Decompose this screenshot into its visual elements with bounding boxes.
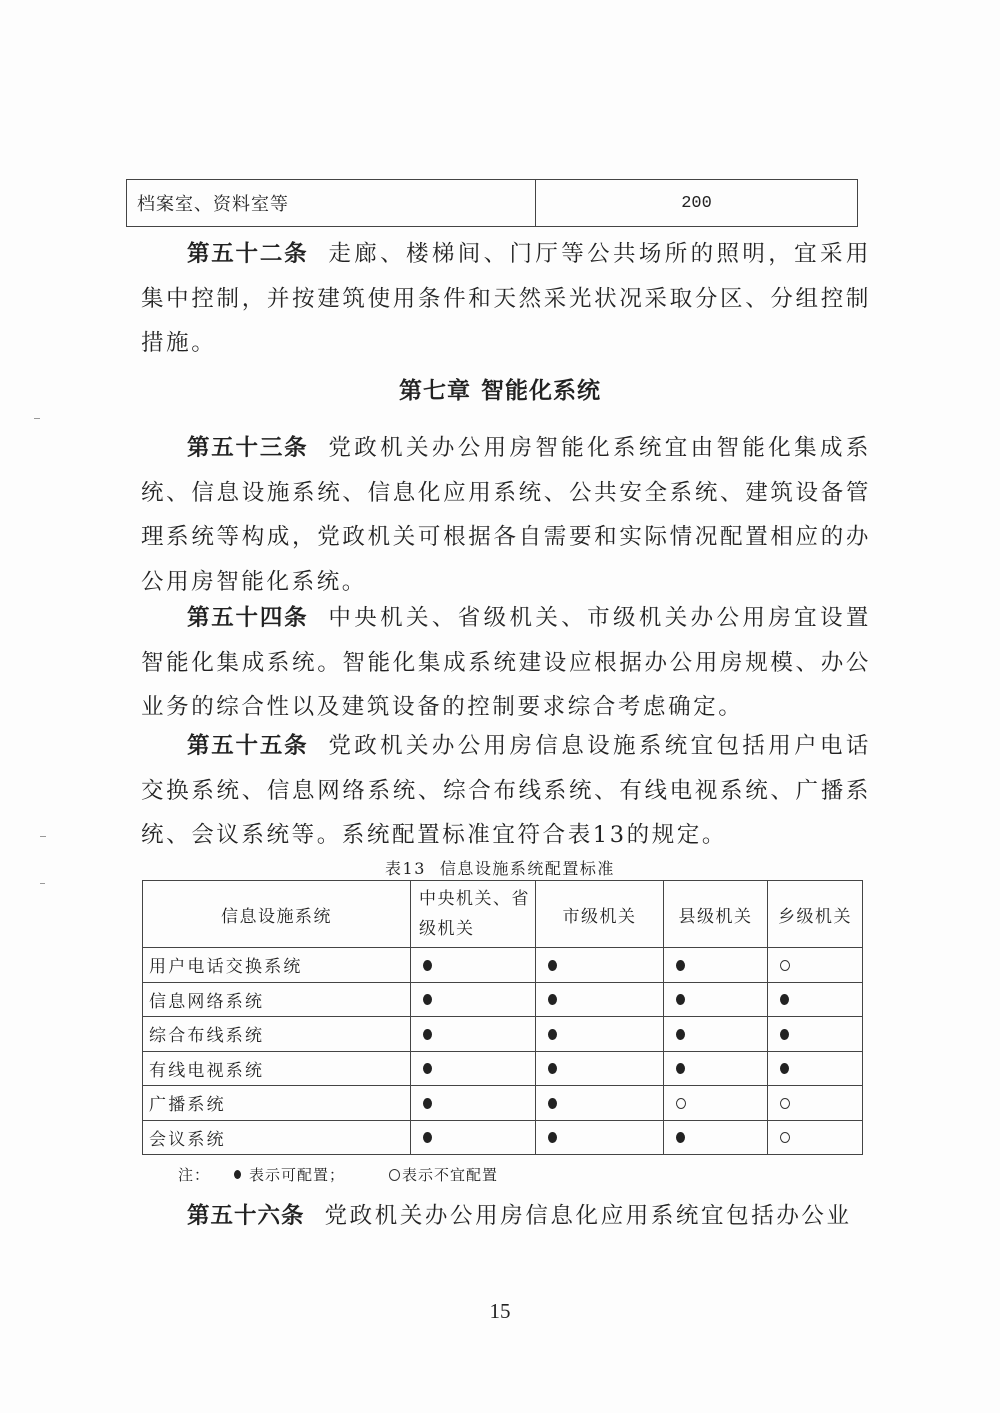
filled-dot-icon bbox=[780, 1063, 789, 1074]
config-cell bbox=[768, 1017, 863, 1052]
article-text: 党政机关办公用房信息设施系统宜包括用户电话交换系统、信息网络系统、综合布线系统、有线电视系统、广播系统、会议系统等。系统配置标准宜符合表13的规定。 bbox=[141, 733, 871, 848]
article-number: 第五十六条 bbox=[187, 1203, 305, 1229]
config-cell bbox=[411, 1086, 536, 1121]
article-55 bbox=[141, 724, 871, 858]
config-cell bbox=[664, 1120, 768, 1155]
page-number: 15 bbox=[489, 1299, 511, 1323]
config-cell bbox=[411, 982, 536, 1017]
table-row bbox=[143, 1120, 863, 1155]
room-type-cell: 档案室、资料室等 bbox=[127, 180, 536, 227]
table-row bbox=[143, 1086, 863, 1121]
config-cell bbox=[768, 948, 863, 983]
hollow-circle-icon bbox=[780, 1132, 790, 1143]
config-cell bbox=[664, 1086, 768, 1121]
article-number: 第五十二条 bbox=[187, 241, 309, 267]
filled-dot-icon bbox=[234, 1170, 241, 1179]
config-cell bbox=[536, 982, 664, 1017]
table-caption bbox=[0, 856, 1000, 879]
table-row bbox=[143, 982, 863, 1017]
system-name-cell: 信息网络系统 bbox=[143, 982, 411, 1017]
filled-dot-icon bbox=[423, 1063, 432, 1074]
hollow-circle-icon bbox=[780, 960, 790, 971]
filled-dot-icon bbox=[423, 1132, 432, 1143]
filled-dot-icon bbox=[676, 960, 685, 971]
hollow-circle-icon bbox=[389, 1169, 400, 1181]
filled-dot-icon bbox=[548, 1098, 557, 1109]
scan-artifact bbox=[40, 883, 45, 884]
filled-dot-icon bbox=[548, 1132, 557, 1143]
filled-dot-icon bbox=[548, 1063, 557, 1074]
filled-dot-icon bbox=[423, 994, 432, 1005]
value-cell: 200 bbox=[536, 180, 858, 227]
article-number: 第五十三条 bbox=[187, 435, 309, 461]
header-county: 县级机关 bbox=[664, 881, 768, 948]
table-row bbox=[143, 1051, 863, 1086]
config-cell bbox=[536, 1051, 664, 1086]
config-cell bbox=[768, 1051, 863, 1086]
scan-artifact bbox=[34, 418, 40, 419]
filled-dot-icon bbox=[676, 994, 685, 1005]
filled-dot-icon bbox=[780, 1029, 789, 1040]
table-number: 表13 bbox=[385, 859, 426, 878]
article-text: 党政机关办公用房智能化系统宜由智能化集成系统、信息设施系统、信息化应用系统、公共安全系统、建筑设备管理系统等构成，党政机关可根据各自需要和实际情况配置相应的办公用房智能化系统。 bbox=[141, 435, 871, 595]
article-text: 走廊、楼梯间、门厅等公共场所的照明，宜采用集中控制，并按建筑使用条件和天然采光状况采取分区、分组控制措施。 bbox=[141, 241, 871, 356]
article-52 bbox=[141, 232, 871, 366]
config-cell bbox=[536, 948, 664, 983]
config-cell bbox=[664, 1017, 768, 1052]
filled-dot-icon bbox=[780, 994, 789, 1005]
article-number: 第五十五条 bbox=[187, 733, 309, 759]
header-municipal: 市级机关 bbox=[536, 881, 664, 948]
config-cell bbox=[768, 1120, 863, 1155]
article-54 bbox=[141, 596, 871, 730]
note-label: 注： bbox=[178, 1166, 211, 1184]
config-cell bbox=[768, 1086, 863, 1121]
chapter-heading bbox=[0, 372, 1000, 405]
table-row bbox=[143, 1017, 863, 1052]
filled-dot-icon bbox=[548, 994, 557, 1005]
filled-dot-icon bbox=[423, 1098, 432, 1109]
filled-meaning: 表示可配置； bbox=[249, 1166, 346, 1184]
header-township: 乡级机关 bbox=[768, 881, 863, 948]
chapter-title: 智能化系统 bbox=[481, 378, 601, 404]
config-cell bbox=[664, 1051, 768, 1086]
config-cell bbox=[664, 948, 768, 983]
hollow-circle-icon bbox=[780, 1098, 790, 1109]
table-row bbox=[127, 180, 858, 227]
system-name-cell: 综合布线系统 bbox=[143, 1017, 411, 1052]
hollow-circle-icon bbox=[676, 1098, 686, 1109]
header-system: 信息设施系统 bbox=[143, 881, 411, 948]
filled-dot-icon bbox=[676, 1063, 685, 1074]
filled-dot-icon bbox=[423, 960, 432, 971]
header-central-provincial: 中央机关、省级机关 bbox=[411, 881, 536, 948]
article-text: 中央机关、省级机关、市级机关办公用房宜设置智能化集成系统。智能化集成系统建设应根据办公用房规模、办公业务的综合性以及建筑设备的控制要求综合考虑确定。 bbox=[141, 605, 871, 720]
filled-dot-icon bbox=[676, 1029, 685, 1040]
table-title: 信息设施系统配置标准 bbox=[439, 859, 615, 878]
table-note bbox=[178, 1164, 498, 1185]
config-cell bbox=[536, 1120, 664, 1155]
hollow-meaning: 表示不宜配置 bbox=[402, 1166, 499, 1184]
config-cell bbox=[768, 982, 863, 1017]
config-cell bbox=[536, 1086, 664, 1121]
article-text: 党政机关办公用房信息化应用系统宜包括办公业 bbox=[324, 1203, 852, 1229]
system-name-cell: 用户电话交换系统 bbox=[143, 948, 411, 983]
article-number: 第五十四条 bbox=[187, 605, 309, 631]
scan-artifact bbox=[40, 836, 46, 837]
info-facility-config-table bbox=[142, 880, 863, 1155]
table-header-row bbox=[143, 881, 863, 948]
config-cell bbox=[536, 1017, 664, 1052]
system-name-cell: 广播系统 bbox=[143, 1086, 411, 1121]
filled-dot-icon bbox=[548, 1029, 557, 1040]
filled-dot-icon bbox=[676, 1132, 685, 1143]
filled-dot-icon bbox=[548, 960, 557, 971]
system-name-cell: 有线电视系统 bbox=[143, 1051, 411, 1086]
system-name-cell: 会议系统 bbox=[143, 1120, 411, 1155]
config-cell bbox=[411, 948, 536, 983]
config-cell bbox=[411, 1120, 536, 1155]
chapter-number: 第七章 bbox=[399, 378, 471, 404]
config-cell bbox=[664, 982, 768, 1017]
illuminance-table-tail bbox=[126, 179, 858, 227]
config-cell bbox=[411, 1017, 536, 1052]
article-56 bbox=[141, 1194, 871, 1239]
filled-dot-icon bbox=[423, 1029, 432, 1040]
config-cell bbox=[411, 1051, 536, 1086]
article-53 bbox=[141, 426, 871, 604]
table-row bbox=[143, 948, 863, 983]
